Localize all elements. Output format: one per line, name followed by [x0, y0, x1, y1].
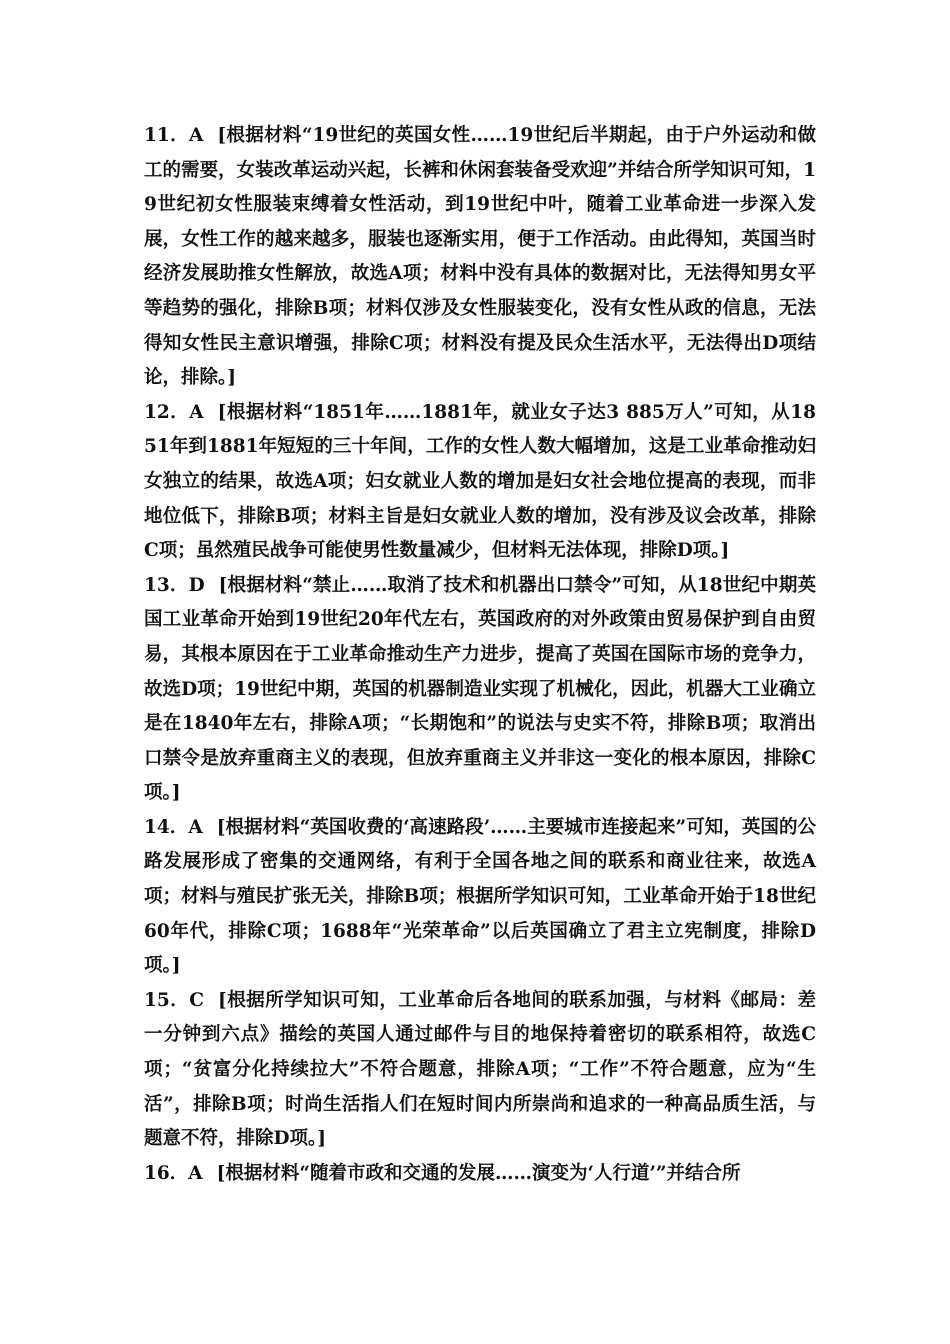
answer-choice: A	[188, 1162, 203, 1184]
answer-item-14	[144, 811, 816, 984]
answer-explanation: [根据材料“1851年……1881年，就业女子达3 885万人”可知，从1851年到1881年短短的三十年间，工作的女性人数大幅增加，这是工业革命推动妇女独立的结果，故选A项；妇女就业人数的增加是妇女社会地位提高的表现，而非地位低下，排除B项；材料主旨是妇女就业人数的增加，没有涉及议会改革，排除C项；虽然殖民战争可能使男性数量减少，但材料无法体现，排除D项。]	[144, 401, 816, 562]
answer-explanation: [根据材料“英国收费的‘高速路段’……主要城市连接起来”可知，英国的公路发展形成了密集的交通网络，有利于全国各地之间的联系和商业往来，故选A项；材料与殖民扩张无关，排除B项；根据所学知识可知，工业革命开始于18世纪60年代，排除C项；1688年“光荣革命”以后英国确立了君主立宪制度，排除D项。]	[144, 816, 817, 977]
question-number: 11．	[144, 125, 189, 146]
answer-item-13	[144, 569, 816, 811]
question-number: 14．	[144, 816, 189, 838]
answer-choice: A	[188, 816, 203, 838]
answer-choice: A	[189, 401, 204, 423]
question-number: 16．	[144, 1162, 189, 1184]
answer-item-16	[144, 1157, 816, 1192]
answer-explanation: [根据材料“随着市政和交通的发展……演变为‘人行道’”并结合所	[216, 1162, 741, 1184]
answer-explanation: [根据所学知识可知，工业革命后各地间的联系加强，与材料《邮局：差一分钟到六点》描绘的英国人通过邮件与目的地保持着密切的联系相符，故选C项；“贫富分化持续拉大”不符合题意，排除A项；“工作”不符合题意，应为“生活”，排除B项；时尚生活指人们在短时间内所崇尚和追求的一种高品质生活，与题意不符，排除D项。]	[144, 989, 816, 1150]
answer-list	[144, 119, 816, 1191]
answer-explanation: [根据材料“19世纪的英国女性……19世纪后半期起，由于户外运动和做工的需要，女装改革运动兴起，长裤和休闲套装备受欢迎”并结合所学知识可知，19世纪初女性服装束缚着女性活动，到19世纪中叶，随着工业革命进一步深入发展，女性工作的越来越多，服装也逐渐实用，便于工作活动。由此得知，英国当时经济发展助推女性解放，故选A项；材料中没有具体的数据对比，无法得知男女平等趋势的强化，排除B项；材料仅涉及女性服装变化，没有女性从政的信息，无法得知女性民主意识增强，排除C项；材料没有提及民众生活水平，无法得出D项结论，排除。]	[144, 125, 816, 389]
question-number: 15．	[144, 989, 190, 1011]
answer-choice: C	[189, 989, 204, 1011]
question-number: 13．	[144, 574, 189, 596]
question-number: 12．	[144, 401, 190, 423]
answer-explanation: [根据材料“禁止……取消了技术和机器出口禁令”可知，从18世纪中期英国工业革命开始到19世纪20年代左右，英国政府的对外政策由贸易保护到自由贸易，其根本原因在于工业革命推动生产力进步，提高了英国在国际市场的竞争力，故选D项；19世纪中期，英国的机器制造业实现了机械化，因此，机器大工业确立是在1840年左右，排除A项；“长期饱和”的说法与史实不符，排除B项；取消出口禁令是放弃重商主义的表现，但放弃重商主义并非这一变化的根本原因，排除C项。]	[144, 574, 816, 804]
answer-item-15	[144, 984, 816, 1157]
answer-item-12	[144, 396, 816, 569]
answer-item-11	[144, 119, 816, 396]
answer-choice: D	[188, 574, 205, 596]
answer-choice: A	[188, 125, 204, 146]
